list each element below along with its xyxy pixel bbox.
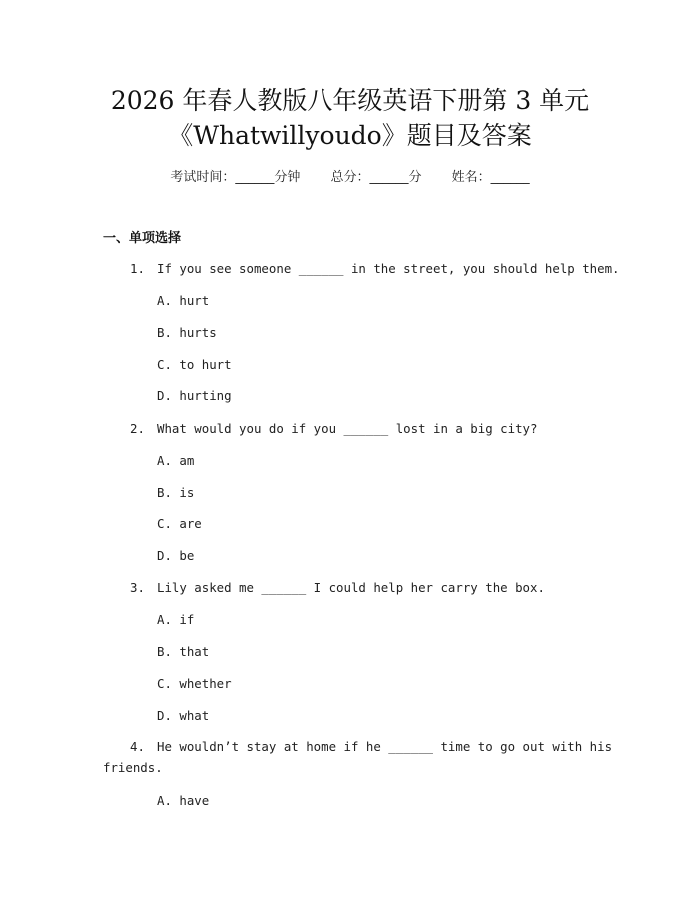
option-item: D. hurting — [157, 388, 232, 403]
question-number: 2. — [130, 421, 145, 436]
option-item: D. what — [157, 708, 210, 723]
option-item: A. hurt — [157, 293, 210, 308]
option-item: C. are — [157, 516, 202, 531]
question-number: 4. — [130, 739, 145, 754]
exam-info — [0, 168, 700, 188]
student-name-field: 姓名：______ — [451, 170, 530, 185]
page-title-line-2: 《Whatwillyoudo》题目及答案 — [168, 121, 532, 150]
question-text-continued: friends. — [103, 760, 163, 775]
option-item: A. if — [157, 612, 195, 627]
option-item: A. am — [157, 453, 195, 468]
section-heading: 一、单项选择 — [103, 231, 182, 246]
option-item: B. is — [157, 485, 195, 500]
total-score-field: 总分：______分 — [330, 170, 422, 185]
option-item: B. hurts — [157, 325, 217, 340]
option-item: A. have — [157, 793, 210, 808]
exam-time-field: 考试时间：______分钟 — [170, 170, 301, 185]
question-text: What would you do if you ______ lost in a big city? — [157, 421, 538, 436]
option-item: C. whether — [157, 676, 232, 691]
question-number: 3. — [130, 580, 145, 595]
option-item: D. be — [157, 548, 195, 563]
question-text: He wouldn’t stay at home if he ______ time to go out with his — [157, 739, 613, 754]
option-item: C. to hurt — [157, 357, 232, 372]
page-title-line-1: 2026 年春人教版八年级英语下册第 3 单元 — [110, 86, 590, 115]
question-number: 1. — [130, 261, 145, 276]
question-text: If you see someone ______ in the street, you should help them. — [157, 261, 620, 276]
option-item: B. that — [157, 644, 210, 659]
question-text: Lily asked me ______ I could help her carry the box. — [157, 580, 545, 595]
